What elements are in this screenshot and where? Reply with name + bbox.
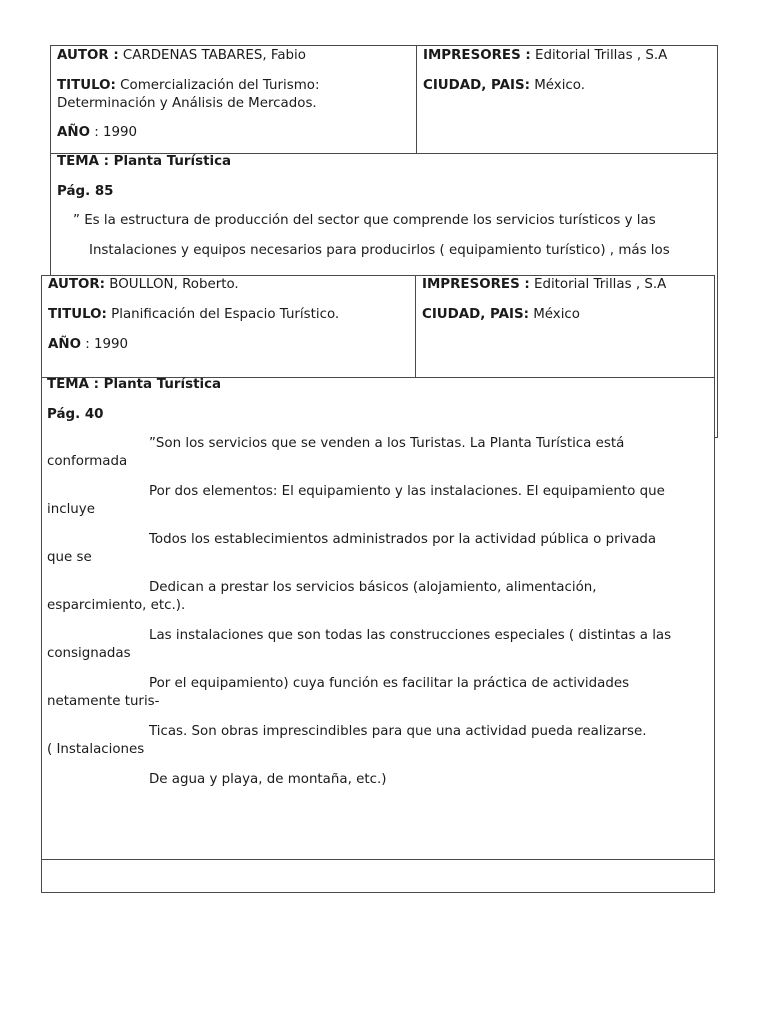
author-value: BOULLON, Roberto. xyxy=(105,277,239,292)
publisher-field xyxy=(422,276,708,294)
card-header-left xyxy=(42,276,416,377)
topic-value: Planta Turística xyxy=(109,154,232,169)
title-value-line2: Determinación y Análisis de Mercados. xyxy=(57,96,317,111)
quote-line: Todos los establecimientos administrados por la actividad pública o privada xyxy=(149,532,657,547)
year-field xyxy=(57,124,410,142)
topic-value: Planta Turística xyxy=(99,377,222,392)
publisher-value: Editorial Trillas , S.A xyxy=(530,48,668,63)
year-value: : 1990 xyxy=(80,337,129,352)
card-header-left xyxy=(51,46,417,153)
quote-line: Las instalaciones que son todas las construcciones especiales ( distintas a las xyxy=(149,628,672,643)
quote-line: Ticas. Son obras imprescindibles para que una actividad pueda realizarse. xyxy=(149,724,647,739)
title-value-line1: Comercialización del Turismo: xyxy=(115,78,320,93)
year-field xyxy=(48,336,409,354)
quote-line: Dedican a prestar los servicios básicos (alojamiento, alimentación, xyxy=(149,580,597,595)
year-value: : 1990 xyxy=(89,125,138,140)
year-label: AÑO xyxy=(48,337,81,352)
author-field xyxy=(57,47,410,65)
quote-line-continuation: que se xyxy=(47,550,92,565)
quote-line-continuation: netamente turis- xyxy=(47,694,160,709)
title-value: Planificación del Espacio Turístico. xyxy=(106,307,340,322)
publisher-value: Editorial Trillas , S.A xyxy=(529,277,667,292)
publisher-label: IMPRESORES : xyxy=(422,277,530,292)
topic-field xyxy=(57,153,231,171)
title-label: TITULO: xyxy=(57,78,116,93)
card-header xyxy=(51,46,717,154)
title-field xyxy=(48,306,409,324)
quote-line-continuation: conformada xyxy=(47,454,128,469)
quote-line-continuation: consignadas xyxy=(47,646,131,661)
year-label: AÑO xyxy=(57,125,90,140)
city-label: CIUDAD, PAIS: xyxy=(423,78,530,93)
city-value: México xyxy=(528,307,580,322)
title-field xyxy=(57,77,410,113)
quote-line: ” Es la estructura de producción del sector que comprende los servicios turísticos y las xyxy=(73,213,656,228)
quote-line: Por el equipamiento) cuya función es facilitar la práctica de actividades xyxy=(149,676,630,691)
topic-field xyxy=(47,376,221,394)
card-header-right xyxy=(416,276,714,377)
quote-line: Por dos elementos: El equipamiento y las instalaciones. El equipamiento que xyxy=(149,484,665,499)
city-field xyxy=(423,77,711,95)
author-value: CARDENAS TABARES, Fabio xyxy=(118,48,306,63)
card-header xyxy=(42,276,714,378)
page-number: Pág. 85 xyxy=(57,184,114,199)
quote-line-continuation: ( Instalaciones xyxy=(47,742,145,757)
city-value: México. xyxy=(529,78,586,93)
city-field xyxy=(422,306,708,324)
quote-line-continuation: incluye xyxy=(47,502,95,517)
topic-label: TEMA : xyxy=(57,154,109,169)
author-field xyxy=(48,276,409,294)
page-number: Pág. 40 xyxy=(47,407,104,422)
reference-card-boullon xyxy=(41,275,715,893)
footer-divider xyxy=(42,859,714,860)
author-label: AUTOR : xyxy=(57,48,119,63)
card-header-right xyxy=(417,46,717,153)
author-label: AUTOR: xyxy=(48,277,106,292)
quote-line: ”Son los servicios que se venden a los Turistas. La Planta Turística está xyxy=(149,436,625,451)
quote-line-continuation: esparcimiento, etc.). xyxy=(47,598,186,613)
publisher-label: IMPRESORES : xyxy=(423,48,531,63)
publisher-field xyxy=(423,47,711,65)
topic-label: TEMA : xyxy=(47,377,99,392)
title-label: TITULO: xyxy=(48,307,107,322)
quote-line: Instalaciones y equipos necesarios para producirlos ( equipamiento turístico) , más los xyxy=(89,243,670,258)
city-label: CIUDAD, PAIS: xyxy=(422,307,529,322)
quote-line: De agua y playa, de montaña, etc.) xyxy=(149,772,387,787)
